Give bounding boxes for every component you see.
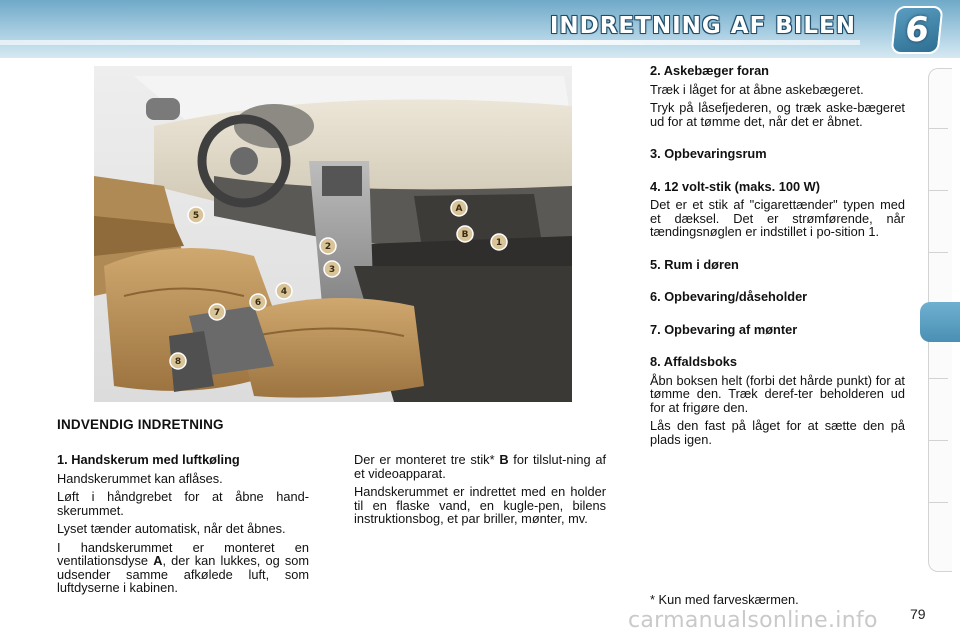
item5-heading: 5. Rum i døren — [650, 256, 739, 272]
callout-1 — [491, 234, 507, 250]
item1-heading: 1. Handskerum med luftkøling — [57, 452, 240, 467]
callout-label-a: A — [455, 204, 463, 214]
item2-heading: 2. Askebæger foran — [650, 63, 770, 78]
middle-p1-text-b: for tilslut-ning af et videoapparat. — [354, 452, 606, 481]
callout-label-2: 2 — [324, 242, 332, 252]
callout-b — [457, 226, 473, 242]
middle-column — [354, 453, 606, 531]
tab-divider — [928, 440, 948, 441]
callout-label-3: 3 — [328, 265, 336, 275]
chapter-title: INDRETNING AF BILEN — [549, 13, 856, 39]
chapter-number-badge: 6 — [890, 6, 943, 54]
watermark: carmanualsonline.info — [628, 608, 878, 633]
callout-label-7: 7 — [213, 308, 221, 318]
item8-paragraph-2: Lås den fast på låget for at sætte den på plads igen. — [650, 418, 905, 447]
item8-paragraph-1: Åbn boksen helt (forbi det hårde punkt) for at tømme den. Træk deref-ter beholderen ud for at frigøre den. — [650, 372, 905, 415]
right-column — [650, 64, 905, 451]
item2-paragraph-2: Tryk på låsefjederen, og træk aske-bægeret ud for at tømme det, når det er åbnet. — [650, 100, 905, 129]
item4-heading: 4. 12 volt-stik (maks. 100 W) — [650, 178, 820, 194]
item1-paragraph-4 — [57, 541, 309, 595]
callout-6 — [250, 294, 266, 310]
item1-paragraph-3: Lyset tænder automatisk, når det åbnes. — [57, 521, 286, 536]
middle-p1-ref-b: B — [499, 452, 509, 467]
middle-paragraph-1 — [354, 453, 606, 480]
item8-heading: 8. Affaldsboks — [650, 354, 737, 369]
item1-p4-text-a: I handskerummet er monteret en ventilationsdyse — [57, 539, 309, 568]
middle-p1-text-a: Der er monteret tre stik* — [354, 452, 500, 467]
callout-4 — [276, 283, 292, 299]
callout-label-8: 8 — [174, 357, 182, 367]
item1-paragraph-1: Handskerummet kan aflåses. — [57, 470, 223, 486]
callout-7 — [209, 304, 225, 320]
item7-heading: 7. Opbevaring af mønter — [650, 321, 798, 337]
section-title: INDVENDIG INDRETNING — [57, 417, 224, 432]
header-accent-line — [0, 40, 860, 45]
middle-paragraph-2: Handskerummet er indrettet med en holder til en flaske vand, en kugle-pen, bilens instruktionsbog, et par briller, mønter, mv. — [354, 484, 606, 526]
item1-p4-ref-a: A — [153, 553, 163, 568]
chapter-header-band — [0, 0, 960, 58]
callout-5 — [188, 207, 204, 223]
item6-heading: 6. Opbevaring/dåseholder — [650, 289, 808, 304]
left-column — [57, 453, 309, 600]
callout-8 — [170, 353, 186, 369]
callout-3 — [324, 261, 340, 277]
callout-label-5: 5 — [192, 211, 200, 221]
item4-paragraph-1: Det er et stik af "cigarettænder" typen med et dæksel. Det er strømførende, når tændingsnøglen er indstillet i po-sition 1. — [650, 197, 905, 239]
item3-heading: 3. Opbevaringsrum — [650, 146, 767, 161]
item1-paragraph-2: Løft i håndgrebet for at åbne hand-skerummet. — [57, 489, 309, 518]
car-interior-illustration — [94, 66, 572, 402]
tab-divider — [928, 502, 948, 503]
callout-a — [451, 200, 467, 216]
page-number: 79 — [910, 606, 926, 622]
callout-label-1: 1 — [495, 238, 503, 248]
item2-paragraph-1: Træk i låget for at åbne askebægeret. — [650, 81, 864, 97]
tab-divider — [928, 190, 948, 191]
tab-divider — [928, 128, 948, 129]
callout-2 — [320, 238, 336, 254]
item1-p4-text-b: , der kan lukkes, og som udsender samme afkølede luft, som luftdyserne i kabinen. — [57, 553, 309, 595]
tab-divider — [928, 378, 948, 379]
footnote: * Kun med farveskærmen. — [650, 592, 799, 607]
tab-divider — [928, 252, 948, 253]
active-chapter-tab[interactable] — [920, 302, 960, 342]
callout-label-b: B — [461, 230, 469, 240]
callout-label-6: 6 — [254, 298, 262, 308]
callout-label-4: 4 — [280, 287, 288, 297]
